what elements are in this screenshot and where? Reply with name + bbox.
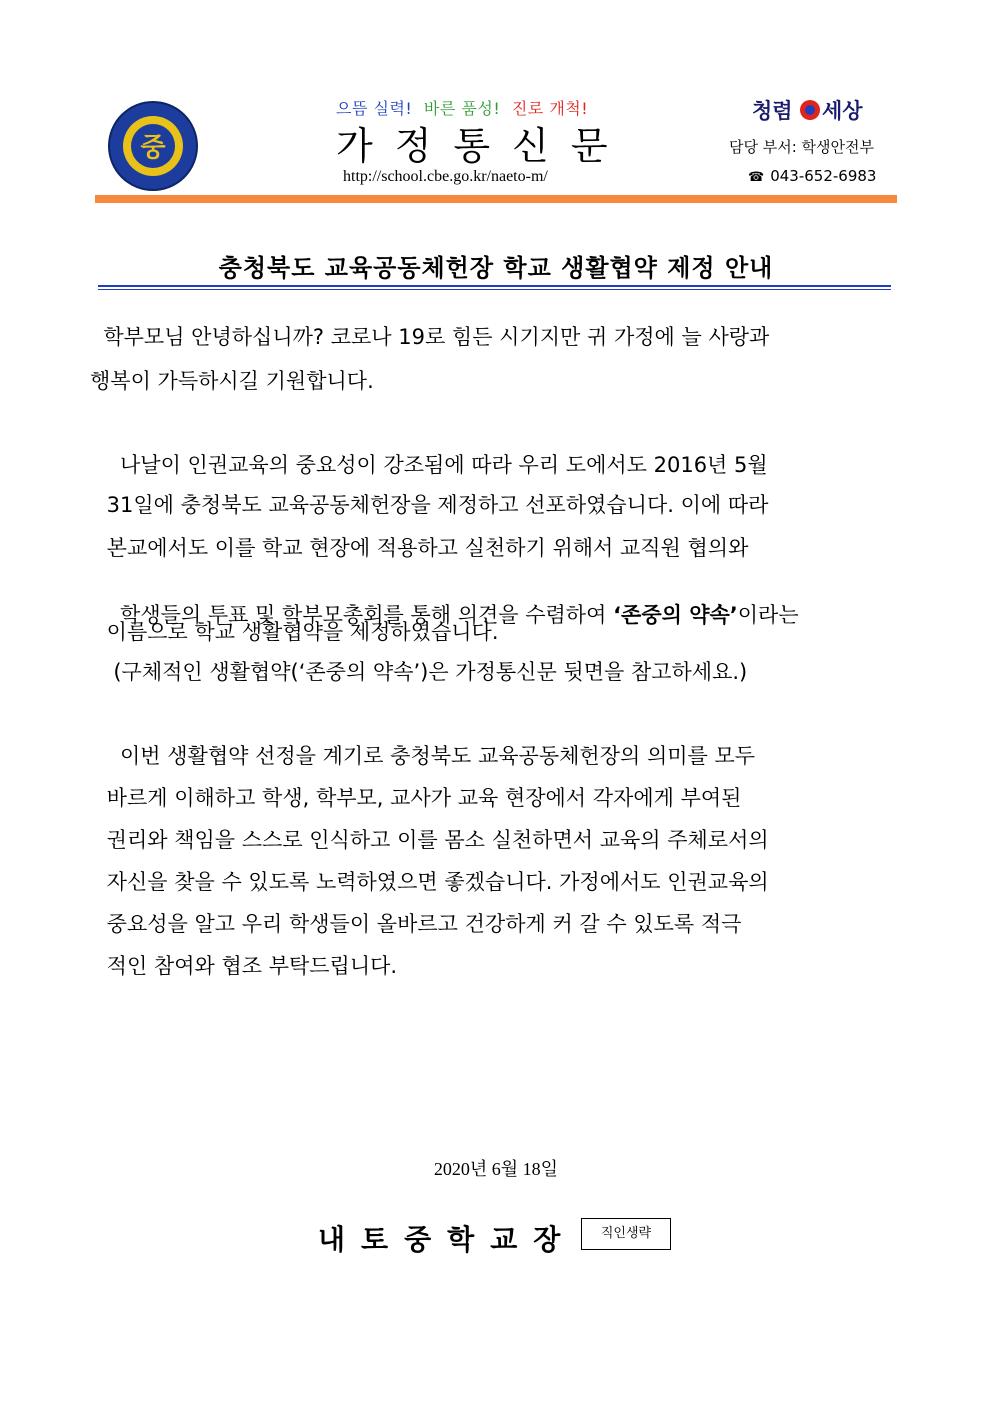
paragraph-3-line: 자신을 찾을 수 있도록 노력하였으면 좋겠습니다. 가정에서도 인권교육의	[100, 870, 769, 894]
paragraph-2-line: 본교에서도 이를 학교 현장에 적용하고 실천하기 위해서 교직원 협의와	[100, 536, 749, 560]
newsletter-title: 가정통신문	[336, 124, 630, 168]
header-divider	[95, 195, 897, 203]
paragraph-2-line: (구체적인 생활협약(‘존중의 약속’)은 가정통신문 뒷면을 참고하세요.)	[100, 660, 748, 684]
paragraph-3-line: 권리와 책임을 스스로 인식하고 이를 몸소 실천하면서 교육의 주체로서의	[100, 828, 769, 852]
slogan-part-3: 진로 개척!	[511, 99, 589, 118]
seal-omitted-box: 직인생략	[581, 1218, 671, 1250]
issue-date: 2020년 6월 18일	[433, 1159, 559, 1179]
logo-center-text: 중	[140, 133, 166, 163]
school-url[interactable]: http://school.cbe.go.kr/naeto-m/	[343, 168, 548, 185]
department: 담당 부서: 학생안전부	[729, 138, 875, 156]
paragraph-2-line: 이름으로 학교 생활협약을 제정하였습니다.	[100, 620, 499, 644]
telephone-icon: ☎	[748, 170, 765, 185]
paragraph-2-line: 나날이 인권교육의 중요성이 강조됨에 따라 우리 도에서도 2016년 5월	[100, 453, 768, 477]
headline-rule-thin	[98, 289, 891, 290]
headline: 충청북도 교육공동체헌장 학교 생활협약 제정 안내	[218, 253, 774, 282]
paragraph-3-line: 바르게 이해하고 학생, 학부모, 교사가 교육 현장에서 각자에게 부여된	[100, 786, 742, 810]
school-logo	[106, 100, 200, 192]
paragraph-2-text-after: 이라는	[737, 603, 799, 627]
paragraph-2-line: 31일에 충청북도 교육공동체헌장을 제정하고 선포하였습니다. 이에 따라	[100, 493, 769, 517]
phone-number: 043-652-6983	[770, 167, 877, 185]
paragraph-1-line: 행복이 가득하시길 기원합니다.	[90, 369, 374, 393]
principal-signature: 내토중학교장	[318, 1223, 577, 1256]
svg-text:청렴: 청렴	[752, 98, 793, 123]
paragraph-3-line: 중요성을 알고 우리 학생들이 올바르고 건강하게 커 갈 수 있도록 적극	[100, 912, 742, 936]
paragraph-2-text: 학생들의 투표 및 학부모총회를 통해 의견을 수렴하여	[113, 603, 614, 627]
phone	[748, 167, 876, 185]
emphasis-text: ‘존중의 약속’	[613, 603, 738, 627]
headline-rule	[98, 285, 891, 287]
paragraph-1-line: 학부모님 안녕하십니까? 코로나 19로 힘든 시기지만 귀 가정에 늘 사랑과	[90, 325, 770, 349]
paragraph-3-line: 적인 참여와 협조 부탁드립니다.	[100, 954, 398, 978]
slogan-part-2: 바른 품성!	[423, 99, 501, 118]
paragraph-3-line: 이번 생활협약 선정을 계기로 충청북도 교육공동체헌장의 의미를 모두	[100, 744, 756, 768]
brand-logo	[752, 94, 876, 126]
slogan-part-1: 으뜸 실력!	[336, 99, 413, 118]
svg-text:세상: 세상	[822, 98, 863, 123]
